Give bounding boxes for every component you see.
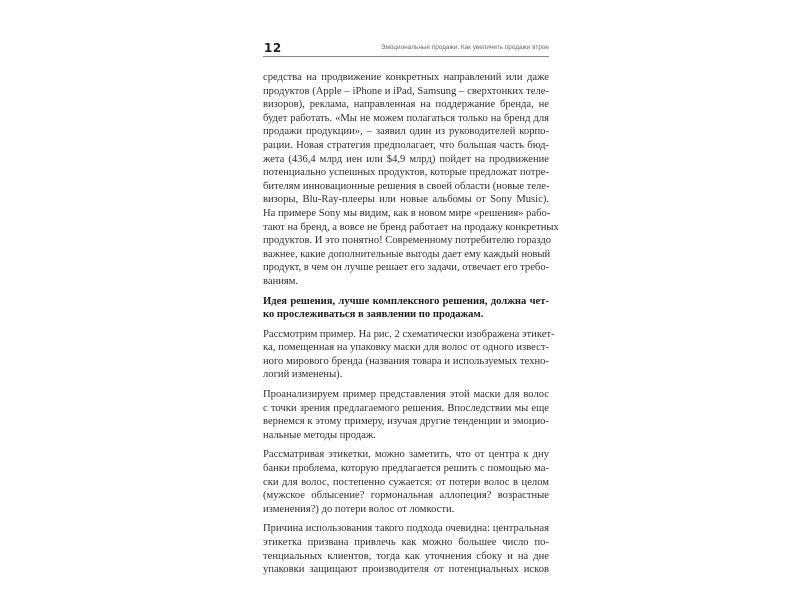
paragraph	[263, 448, 549, 516]
paragraph	[263, 522, 549, 576]
book-page	[263, 40, 559, 583]
text-line: будет работать. «Мы не можем полагаться только на бренд для	[263, 112, 549, 124]
text-line: Рассмотрим пример. На рис. 2 схематически изображена этикет-	[263, 328, 555, 340]
paragraph	[263, 328, 555, 382]
text-line: Причина использования такого подхода очевидна: центральная	[263, 523, 549, 535]
text-line: тают на бренд, а вовсе не бренд работает на продажу конкретных	[263, 221, 559, 233]
text-line: вернемся к этому примеру, изучая другие тенденции и эмоцио-	[263, 416, 549, 428]
text-line: ного мирового бренда (названия товара и используемых техно-	[263, 355, 549, 367]
text-line: ски для волос, постепенно сужается: от потери волос в целом	[263, 476, 549, 488]
text-line: продуктов. И это понятно! Современному потребителю гораздо	[263, 235, 552, 247]
text-line: потенциально успешных продуктов, которые предложат потре-	[263, 167, 549, 179]
text-line: Идея решения, лучше комплексного решения, должна чет-	[263, 295, 549, 307]
text-line: средства на продвижение конкретных направлений или даже	[263, 72, 549, 83]
text-line: Проанализируем пример представления этой маски для волос	[263, 389, 549, 401]
text-line: (мужское облысение? гормональная аллопеция? возрастные	[263, 490, 549, 502]
text-line: ваниям.	[263, 275, 299, 287]
text-line: ко прослеживаться в заявлении по продажам.	[263, 309, 484, 321]
text-line: нальные методы продаж.	[263, 429, 376, 441]
page-number: 12	[264, 41, 282, 55]
text-line: с точки зрения предлагаемого решения. Впоследствии мы еще	[263, 402, 549, 414]
text-line: бителям инновационные решения в своей области (новые теле-	[263, 180, 550, 192]
text-line: банки проблема, которую предлагается решить с помощью ма-	[263, 463, 549, 475]
text-line: На примере Sony мы видим, как в новом мире «решения» рабо-	[263, 207, 551, 219]
text-line: ка, помещенная на упаковку маски для волос от одного извест-	[263, 342, 549, 354]
text-line: продукт, в чем он лучше решает его задачи, отвечает его требо-	[263, 262, 550, 274]
paragraph	[263, 71, 559, 289]
text-line: продажи продукции», – заявил один из руководителей корпо-	[263, 126, 549, 138]
text-line: визоров), реклама, направленная на поддержание бренда, не	[263, 99, 549, 111]
text-line: визоры, Blu-Ray-плееры или новые альбомы от Sony Music).	[263, 194, 549, 206]
bold-thesis-paragraph	[263, 295, 549, 322]
paragraph	[263, 388, 549, 442]
page-header	[263, 40, 549, 57]
text-line: этикетка призвана привлечь как можно большее число по-	[263, 537, 549, 548]
text-line: изменения?) до потери волос от ломкости.	[263, 503, 455, 515]
text-line: продуктов (Apple – iPhone и iPad, Samsung – сверхтонких теле-	[263, 85, 549, 97]
text-line: важнее, какие дополнительные выгоды дает ему каждый новый	[263, 248, 551, 260]
text-line: рации. Новая стратегия предполагает, что большая часть бюд-	[263, 139, 549, 151]
text-line: жета (436,4 млрд иен или $4,9 млрд) пойдет на продвижение	[263, 153, 549, 165]
text-line: тенциальных клиентов, тогда как уточнения сбоку и на дне	[263, 550, 549, 562]
text-line: упаковки защищают производителя от потенциальных исков	[263, 564, 549, 576]
page-body	[263, 71, 559, 577]
running-title: Эмоциональные продажи. Как увеличить продажи втрое	[380, 44, 549, 51]
text-line: Рассматривая этикетки, можно заметить, что от центра к дну	[263, 449, 549, 461]
text-line: логий изменены).	[263, 369, 343, 381]
